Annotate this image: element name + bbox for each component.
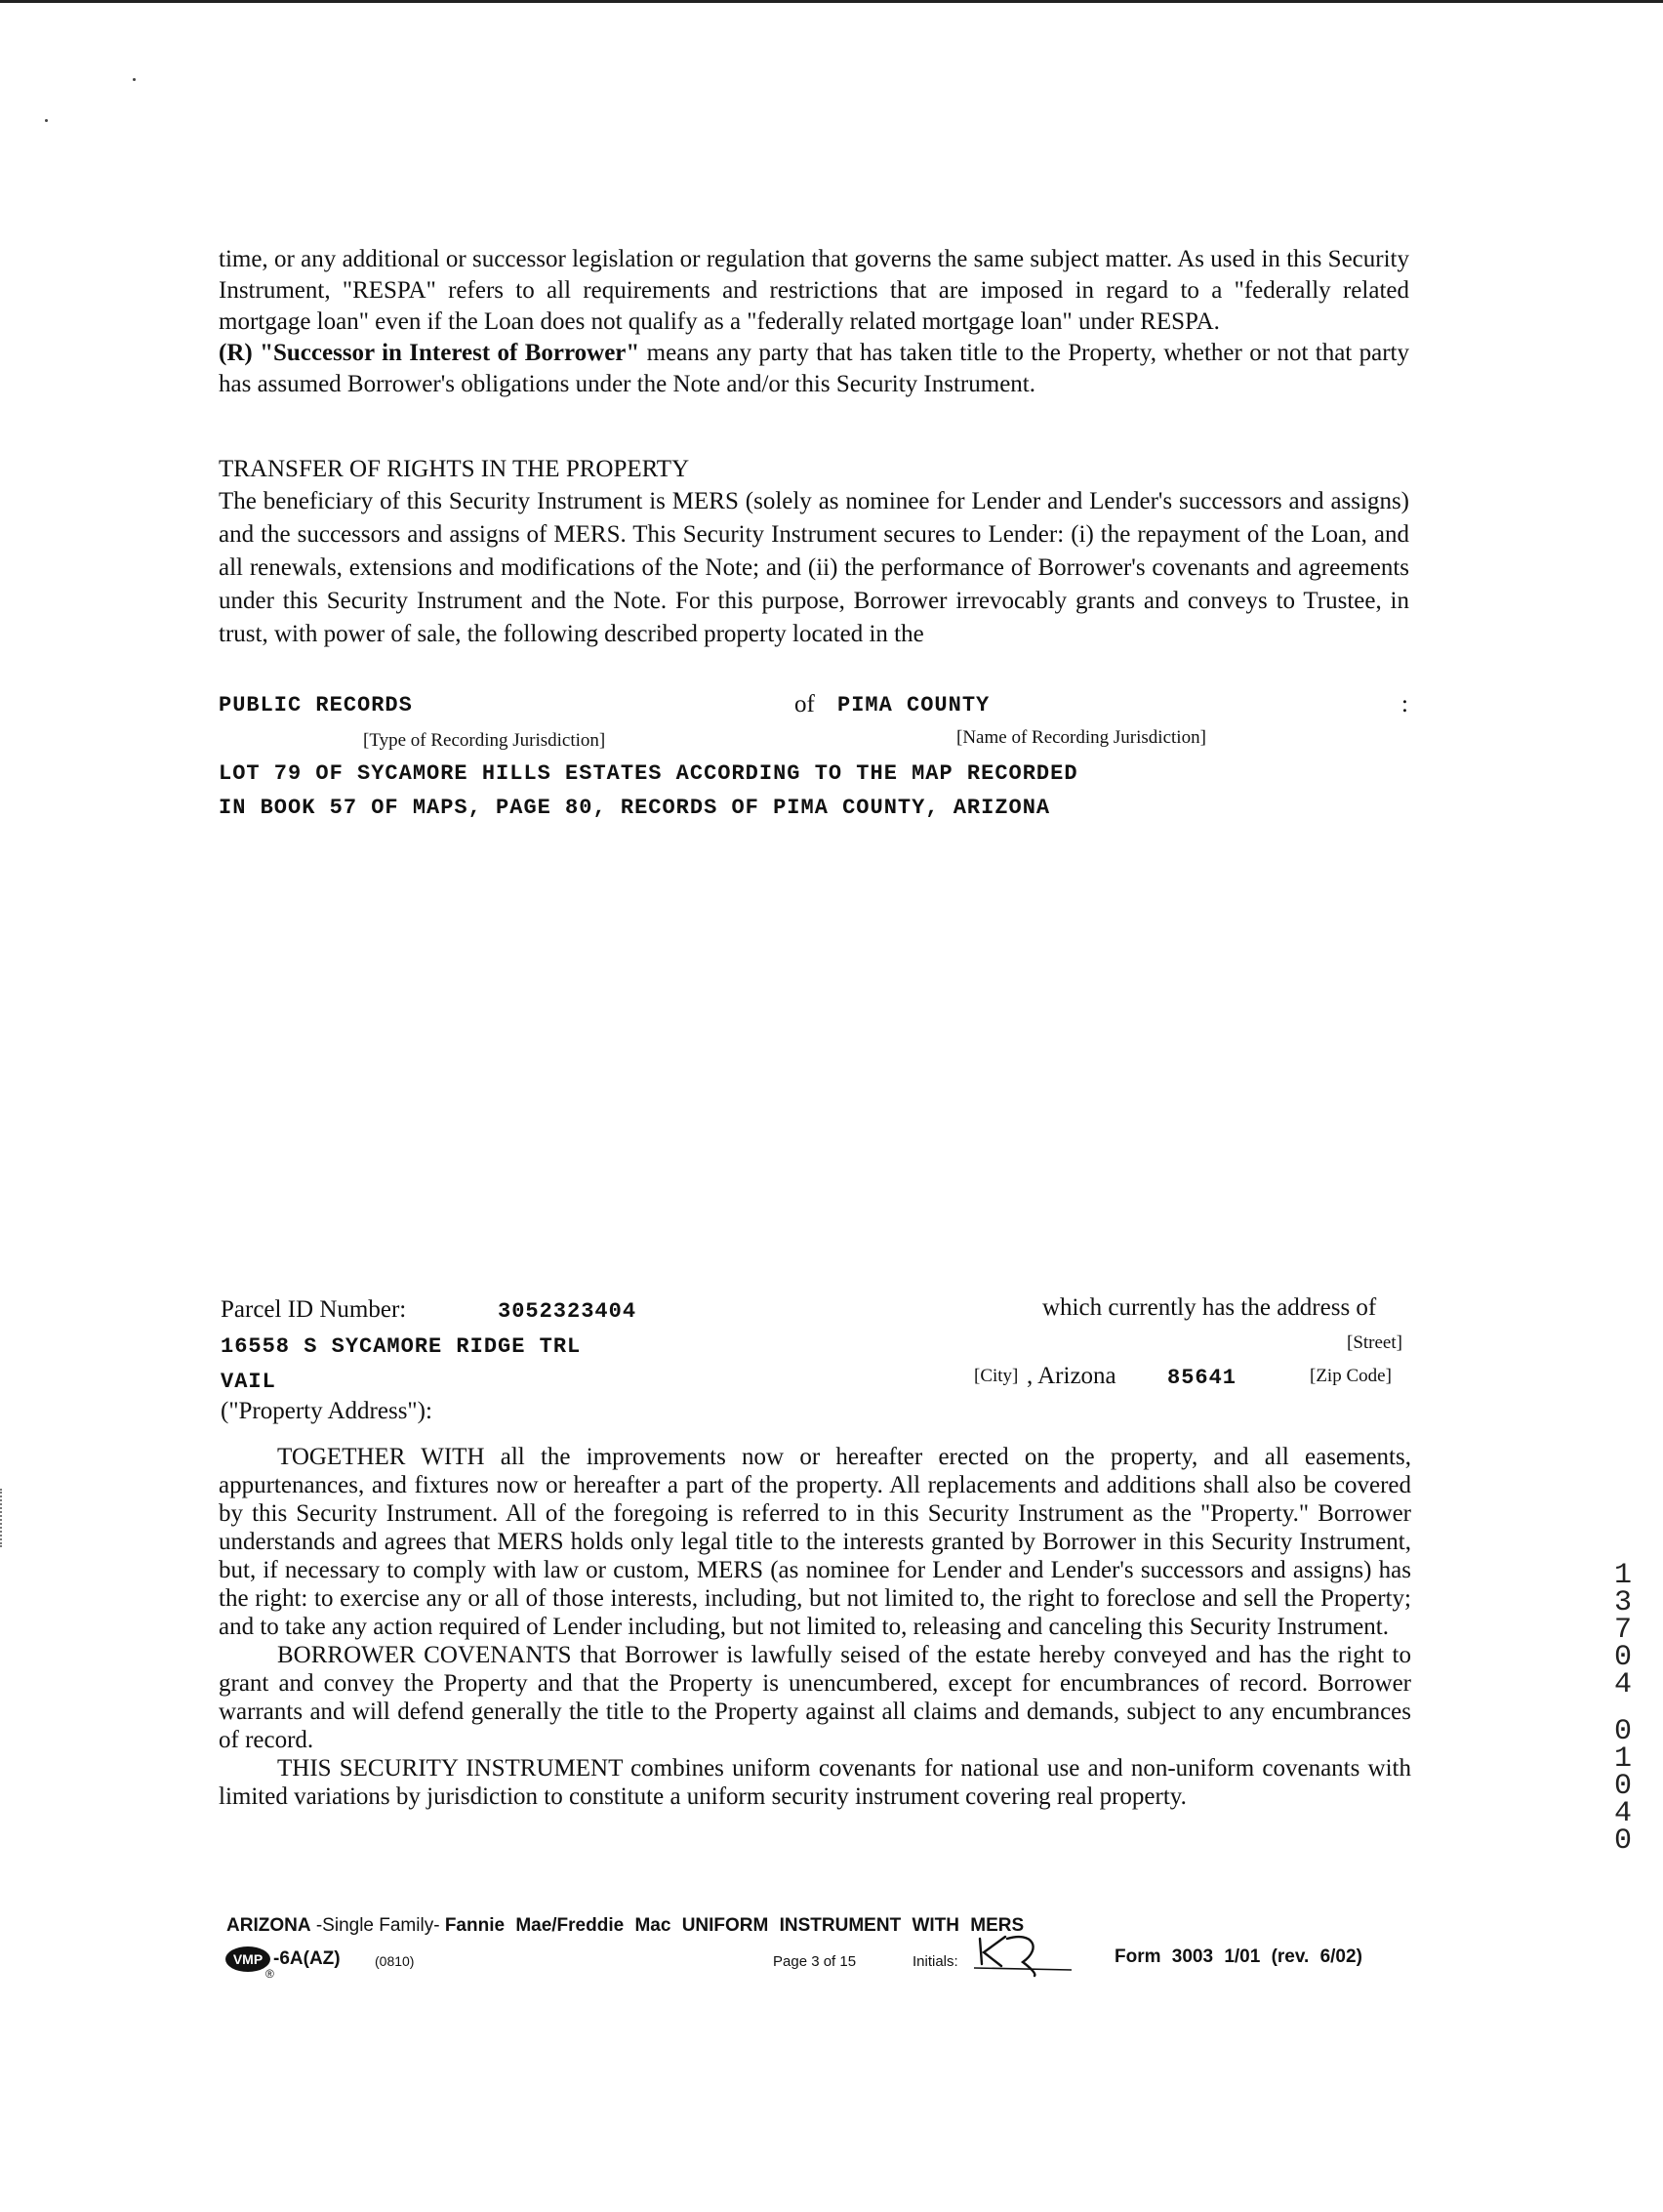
vmp-logo [224, 1946, 271, 1973]
type-of-recording-caption: [Type of Recording Jurisdiction] [363, 730, 606, 751]
scan-speck [133, 78, 136, 81]
zip-caption: [Zip Code] [1310, 1366, 1392, 1386]
footer-title [226, 1915, 1024, 1937]
registered-mark: ® [265, 1967, 274, 1981]
borrower-covenants-paragraph: BORROWER COVENANTS that Borrower is lawfully seised of the estate hereby conveyed and has the right to grant and convey the Property and that the Property is unencumbered, except for encumbrances of record. Borrower warrants and will defend generally the title to the Property against all claims and demands, subject to any encumbrances of record. [219, 1642, 1411, 1753]
footer-initials-label: Initials: [913, 1953, 958, 1970]
margin-mark [0, 1489, 5, 1547]
legal-description-line-1: LOT 79 OF SYCAMORE HILLS ESTATES ACCORDING TO THE MAP RECORDED [219, 761, 1078, 786]
legal-description-line-2: IN BOOK 57 OF MAPS, PAGE 80, RECORDS OF PIMA COUNTY, ARIZONA [219, 796, 1051, 820]
covenants-section [219, 1443, 1411, 1811]
side-digit: 4 [1613, 1668, 1632, 1701]
scan-speck [45, 119, 48, 122]
zip-value: 85641 [1167, 1366, 1237, 1390]
side-digit: 1 [1613, 1742, 1632, 1776]
property-address-label: ("Property Address"): [221, 1398, 432, 1424]
side-digit: 4 [1613, 1797, 1632, 1830]
recording-type-value: PUBLIC RECORDS [219, 693, 413, 717]
definition-r [219, 338, 1409, 400]
respa-paragraph: time, or any additional or successor legislation or regulation that governs the same subject matter. As used in this Security Instrument, "RESPA" refers to all requirements and restrictions that are imposed in regard to a "federally related mortgage loan" even if the Loan does not qualify as a "federally related mortgage loan" under RESPA. [219, 246, 1409, 335]
name-of-recording-caption: [Name of Recording Jurisdiction] [956, 727, 1206, 748]
side-digit: 1 [1613, 1559, 1632, 1592]
side-digit: 0 [1613, 1715, 1632, 1748]
footer-page-number: Page 3 of 15 [773, 1953, 857, 1970]
parcel-id-label: Parcel ID Number: [221, 1296, 407, 1323]
definition-r-text: means any party that has taken title to the Property, whether or not that party has assumed Borrower's obligations under the Note and/or this Security Instrument. [219, 340, 1410, 397]
together-with-paragraph: TOGETHER WITH all the improvements now or hereafter erected on the property, and all easements, appurtenances, and fixtures now or hereafter a part of the property. All replacements and additions shall also be covered by this Security Instrument. All of the foregoing is referred to in this Security Instrument as the "Property." Borrower understands and agrees that MERS holds only legal title to the interests granted by Borrower in this Security Instrument, but, if necessary to comply with law or custom, MERS (as nominee for Lender and Lender's successors and assigns) has the right: to exercise any or all of those interests, including, but not limited to, the right to foreclose and sell the Property; and to take any action required of Lender including, but not limited to, releasing and canceling this Security Instrument. [219, 1444, 1411, 1640]
currently-address-label: which currently has the address of [1042, 1294, 1377, 1321]
footer-form-number: Form 3003 1/01 (rev. 6/02) [1115, 1946, 1362, 1967]
transfer-body: The beneficiary of this Security Instrument is MERS (solely as nominee for Lender and Lender's successors and assigns) and the successors and assigns of MERS. This Security Instrument secures to Lender: (i) the repayment of the Loan, and all renewals, extensions and modifications of the Note; and (ii) the performance of Borrower's covenants and agreements under this Security Instrument and the Note. For this purpose, Borrower irrevocably grants and conveys to Trustee, in trust, with power of sale, the following described property located in the [219, 488, 1409, 647]
recording-colon: : [1401, 691, 1408, 717]
recording-of-word: of [794, 691, 815, 717]
side-digit: 7 [1613, 1614, 1632, 1647]
footer-desc-2: Fannie Mae/Freddie Mac UNIFORM INSTRUMENT WITH MERS [444, 1915, 1025, 1936]
state-value: , Arizona [1027, 1363, 1116, 1389]
footer-form-version: (0810) [375, 1953, 415, 1969]
vmp-logo-text: VMP [232, 1951, 264, 1967]
side-digit: 0 [1613, 1824, 1632, 1858]
street-value: 16558 S SYCAMORE RIDGE TRL [221, 1334, 582, 1359]
recording-name-value: PIMA COUNTY [837, 693, 991, 717]
vmp-logo-icon [224, 1946, 271, 1973]
definition-r-label: (R) [219, 340, 253, 366]
initials-signature [972, 1931, 1075, 1978]
top-border-line [0, 0, 1663, 3]
this-security-instrument-paragraph: THIS SECURITY INSTRUMENT combines uniform covenants for national use and non-uniform covenants with limited variations by jurisdiction to constitute a uniform security instrument covering real property. [219, 1755, 1411, 1810]
footer-state: ARIZONA [226, 1915, 311, 1936]
side-digit: 3 [1613, 1586, 1632, 1619]
city-value: VAIL [221, 1370, 276, 1394]
city-caption: [City] [974, 1366, 1019, 1386]
footer-desc-1: -Single Family- [310, 1915, 445, 1936]
parcel-id-value: 3052323404 [498, 1299, 637, 1324]
definition-r-term: "Successor in Interest of Borrower" [260, 340, 640, 366]
footer-form-code: -6A(AZ) [273, 1948, 341, 1969]
transfer-heading: TRANSFER OF RIGHTS IN THE PROPERTY [219, 456, 690, 482]
side-recording-number [1606, 1559, 1640, 1858]
respa-paragraph-block [219, 244, 1409, 400]
transfer-section [219, 454, 1409, 651]
street-caption: [Street] [1347, 1332, 1402, 1353]
side-digit: 0 [1613, 1641, 1632, 1674]
side-digit: 0 [1613, 1770, 1632, 1803]
initials-signature-icon [972, 1931, 1075, 1978]
